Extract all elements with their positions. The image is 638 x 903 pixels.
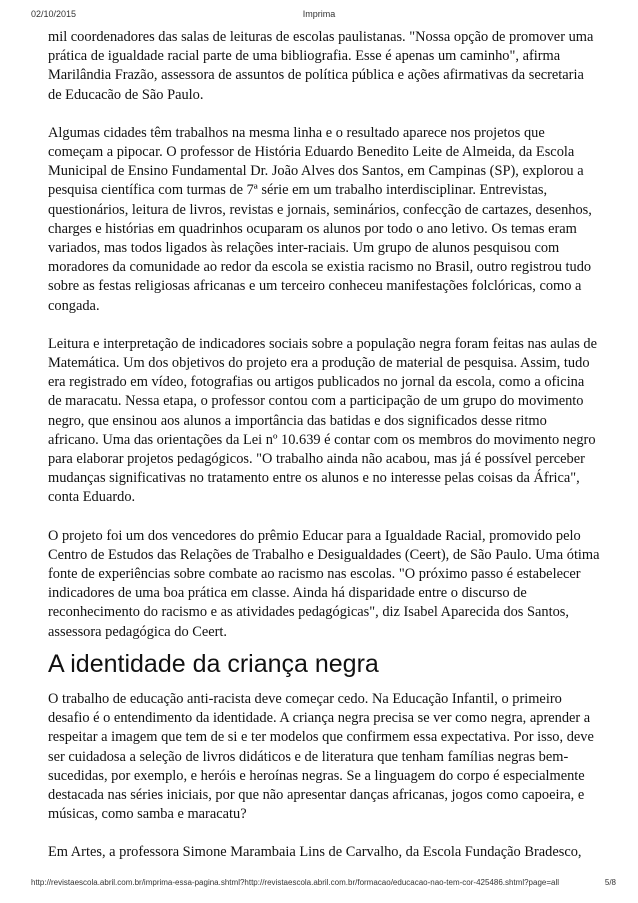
paragraph: Leitura e interpretação de indicadores sociais sobre a população negra foram feitas nas aulas de Matemática. Um dos objetivos do projeto era a produção de material de pesquisa. Assim, tudo era registrado em vídeo, fotografias ou artigos publicados no jornal da escola, como a oficina de maracatu. Nessa etapa, o professor contou com a participação de um grupo do movimento negro, que ensinou aos alunos a importância das batidas e dos significados desse ritmo africano. Uma das orientações da Lei nº 10.639 é contar com os membros do movimento negro para elaborar projetos pedagógicos. "O trabalho ainda não acabou, mas já é possível perceber mudanças significativas no tratamento entre os alunos e no interesse pelas coisas da África", conta Eduardo. <box>48 335 597 506</box>
paragraph: mil coordenadores das salas de leituras de escolas paulistanas. "Nossa opção de promover uma prática de igualdade racial parte de uma bibliografia. Esse é apenas um caminho", afirma Marilândia Frazão, assessora de assuntos de política pública e ações afirmativas da secretaria de Educacão de São Paulo. <box>48 29 594 103</box>
print-header <box>0 0 638 24</box>
paragraph: O trabalho de educação anti-racista deve começar cedo. Na Educação Infantil, o primeiro desafio é o entendimento da identidade. A criança negra precisa se ver como negra, aprender a respeitar a imagem que tem de si e ter modelos que confirmem essa expectativa. Por isso, deve ser cuidadosa a seleção de livros didáticos e de literatura que tenham famílias negras bem-sucedidas, por exemplo, e heróis e heroínas negras. Se a linguagem do corpo é especialmente destacada nas séries iniciais, por que não apresentar danças africanas, jogos como capoeira, e músicas, como samba e maracatu? <box>48 690 594 823</box>
paragraph: Em Artes, a professora Simone Marambaia Lins de Carvalho, da Escola Fundação Bradesco, <box>48 844 582 861</box>
print-date: 02/10/2015 <box>31 9 77 19</box>
page-url: http://revistaescola.abril.com.br/imprima-essa-pagina.shtml?http://revistaescola.abril.com.br/formacao/educacao-nao-tem-cor-425486.shtml?page=all <box>31 878 560 887</box>
paragraph: Algumas cidades têm trabalhos na mesma linha e o resultado aparece nos projetos que começam a pipocar. O professor de História Eduardo Benedito Leite de Almeida, da Escola Municipal de Ensino Fundamental Dr. João Alves dos Santos, em Campinas (SP), explorou a pesquisa científica com turmas de 7ª série em um trabalho interdisciplinar. Entrevistas, questionários, leitura de livros, revistas e jornais, seminários, confecção de cartazes, desenhos, charges e histórias em quadrinhos ocuparam os alunos por todo o ano letivo. Os temas eram variados, mas todos ligados às relações inter-raciais. Um grupo de alunos pesquisou com moradores da comunidade ao redor da escola se existia racismo no Brasil, outro registrou tudo sobre as festas religiosas africanas e um terceiro conheceu manifestações folclóricas, como a congada. <box>48 124 592 314</box>
page-number: 5/8 <box>604 878 616 887</box>
print-footer <box>0 874 638 894</box>
print-title: Imprima <box>302 9 336 19</box>
paragraph: O projeto foi um dos vencedores do prêmio Educar para a Igualdade Racial, promovido pelo Centro de Estudos das Relações de Trabalho e Desigualdades (Ceert), de São Paulo. Uma ótima fonte de experiências sobre combate ao racismo nas escolas. "O próximo passo é estabelecer indicadores de uma boa prática em classe. Ainda há disparidade entre o discurso de reconhecimento do racismo e as atividades pedagógicas", diz Isabel Aparecida dos Santos, assessora pedagógica do Ceert. <box>48 527 600 640</box>
article-body <box>48 28 600 882</box>
section-heading: A identidade da criança negra <box>48 649 379 678</box>
